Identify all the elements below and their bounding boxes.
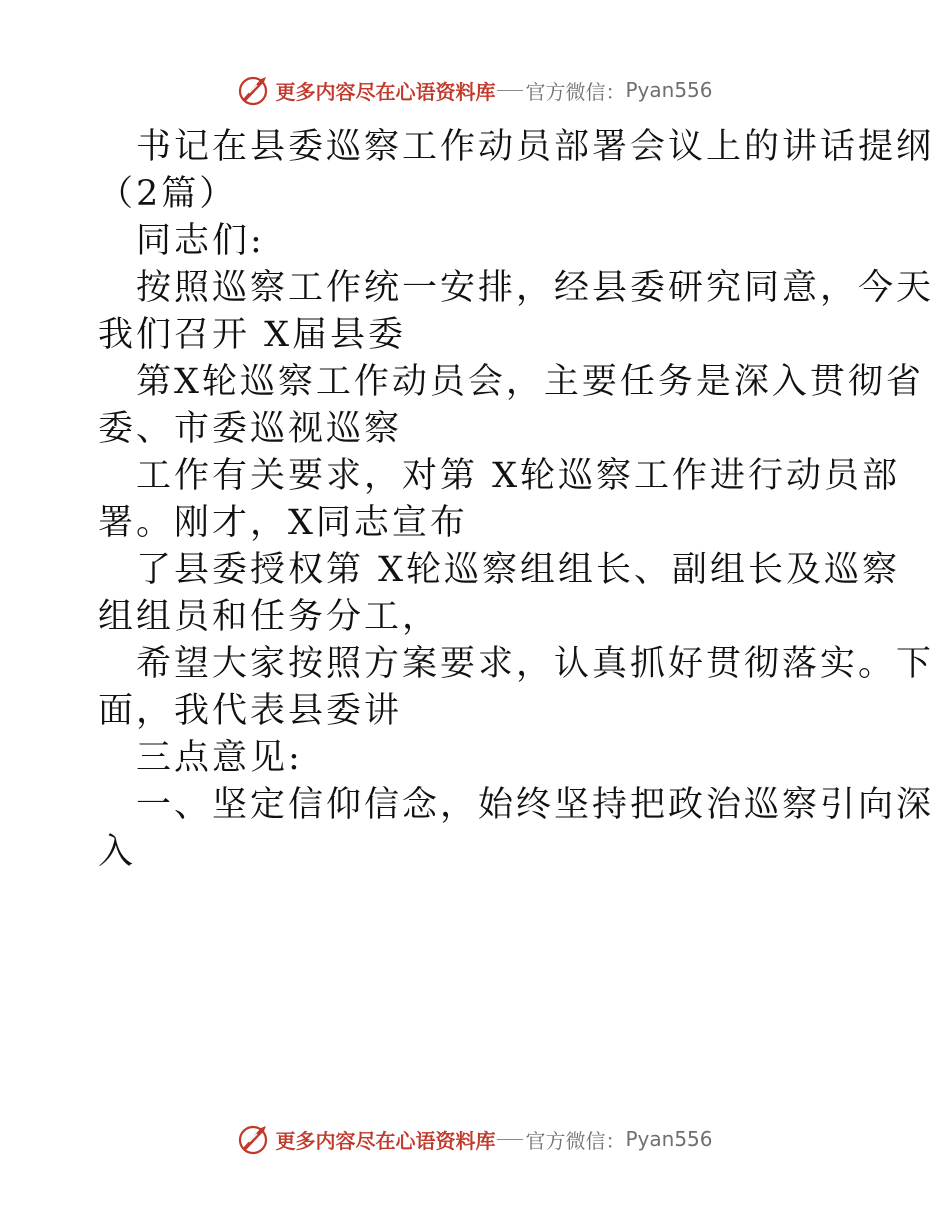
salutation: 同志们: <box>136 221 265 261</box>
watermark-wechat-label: 官方微信： <box>525 1128 626 1153</box>
document-title: 书记在县委巡察工作动员部署会议上的讲话提纲 <box>136 127 935 167</box>
paragraph-line: 面，我代表县委讲 <box>98 691 403 731</box>
paragraph-line: 委、市委巡视巡察 <box>98 409 403 449</box>
paragraph-line: 组组员和任务分工， <box>98 597 441 637</box>
paragraph-line: 了县委授权第 X轮巡察组组长、副组长及巡察 <box>136 550 901 590</box>
paragraph-line: 工作有关要求，对第 X轮巡察工作进行动员部 <box>136 456 901 496</box>
watermark-separator <box>497 1139 523 1140</box>
watermark-wechat-id: Pyan556 <box>625 1127 713 1151</box>
section-heading: 一、坚定信仰信念，始终坚持把政治巡察引向深 <box>136 785 935 825</box>
document-body <box>98 124 935 876</box>
paragraph-line: 希望大家按照方案要求，认真抓好贯彻落实。下 <box>136 644 935 684</box>
footer-watermark <box>0 1119 950 1159</box>
document-title-continued: （2篇） <box>98 174 238 214</box>
quill-pen-logo-icon <box>237 1122 271 1156</box>
paragraph-line: 署。刚才，X同志宣布 <box>98 503 468 543</box>
watermark-title: 更多内容尽在心语资料库 <box>275 1128 496 1153</box>
watermark-title: 更多内容尽在心语资料库 <box>275 79 496 104</box>
paragraph-line: 第X轮巡察工作动员会，主要任务是深入贯彻省 <box>136 362 924 402</box>
paragraph-line: 按照巡察工作统一安排，经县委研究同意，今天 <box>136 268 935 308</box>
paragraph-line: 我们召开 X届县委 <box>98 315 407 355</box>
watermark-wechat-label: 官方微信： <box>525 79 626 104</box>
quill-pen-logo-icon <box>237 73 271 107</box>
watermark-separator <box>497 90 523 91</box>
section-intro: 三点意见: <box>136 738 303 778</box>
header-watermark <box>0 70 950 110</box>
watermark-wechat-id: Pyan556 <box>625 78 713 102</box>
section-heading-continued: 入 <box>98 832 137 872</box>
